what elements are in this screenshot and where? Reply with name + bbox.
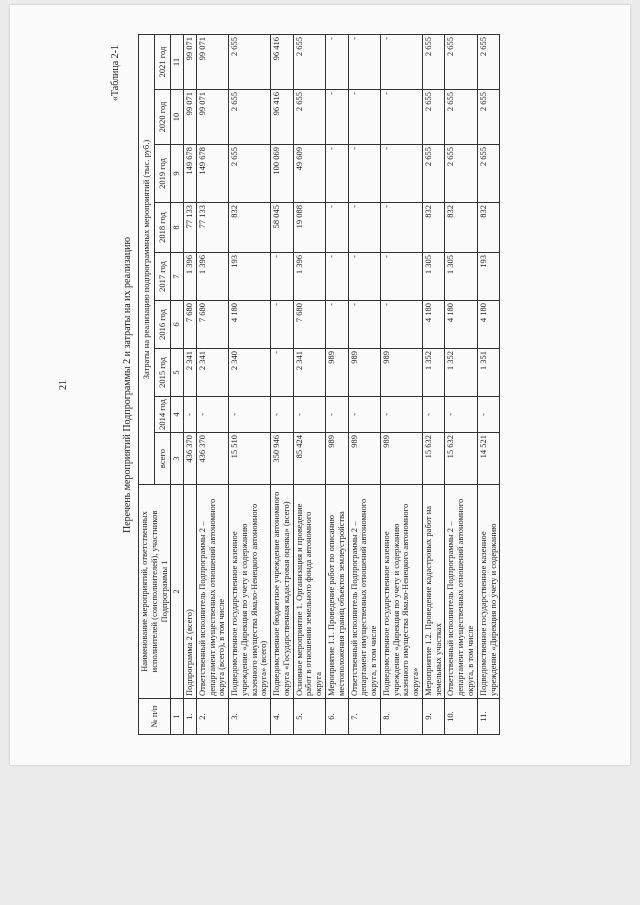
row-name: Подпрограмма 2 (всего): [184, 485, 197, 699]
row-year-value: -: [380, 145, 422, 203]
table-row: [422, 34, 445, 734]
row-year-value: 99 071: [184, 34, 197, 89]
row-year-value: 1 305: [422, 253, 445, 301]
row-number: 4.: [271, 699, 294, 735]
row-year-value: -: [184, 397, 197, 433]
row-year-value: 832: [229, 203, 271, 253]
header-year: 2018 год: [155, 203, 171, 253]
row-name: Ответственный исполнитель Подпрограммы 2 – департамент имущественных отношений автономного округа, в том числе: [445, 485, 477, 699]
row-total: 989: [348, 433, 380, 485]
column-index-row: [171, 34, 184, 734]
row-year-value: 149 678: [196, 145, 228, 203]
row-year-value: 1 396: [184, 253, 197, 301]
header-name: Наименование мероприятий, ответственных исполнителей (соисполнителей), участников Подпрограммы 1: [139, 485, 171, 699]
column-index: 5: [171, 349, 184, 397]
row-year-value: -: [229, 397, 271, 433]
row-year-value: -: [380, 203, 422, 253]
header-year: 2015 год: [155, 349, 171, 397]
row-name: Подведомственное государственное казенное учреждение «Дирекция по учету и содержанию: [477, 485, 500, 699]
row-year-value: 58 045: [271, 203, 294, 253]
row-year-value: -: [293, 397, 325, 433]
row-year-value: 4 180: [422, 301, 445, 349]
row-year-value: 2 655: [477, 145, 500, 203]
row-name: Ответственный исполнитель Подпрограммы 2 – департамент имущественных отношений автономного округа, в том числе: [348, 485, 380, 699]
header-num: № п/п: [139, 699, 171, 735]
row-year-value: 2 655: [422, 34, 445, 89]
row-year-value: 2 341: [184, 349, 197, 397]
row-year-value: -: [348, 301, 380, 349]
document-page: [10, 5, 630, 765]
row-year-value: -: [477, 397, 500, 433]
row-year-value: -: [348, 203, 380, 253]
row-year-value: 2 655: [422, 145, 445, 203]
row-number: 7.: [348, 699, 380, 735]
row-year-value: 989: [380, 349, 422, 397]
column-index: 11: [171, 34, 184, 89]
row-year-value: -: [271, 253, 294, 301]
row-year-value: -: [326, 145, 349, 203]
row-year-value: -: [348, 90, 380, 145]
row-name: Подведомственное государственное казенное учреждение «Дирекция по учету и содержанию казенного имущества Ямало-Ненецкого автономного округа» (всего): [229, 485, 271, 699]
row-year-value: 99 071: [184, 90, 197, 145]
row-year-value: -: [271, 397, 294, 433]
page-number: 21: [58, 380, 69, 390]
row-number: 5.: [293, 699, 325, 735]
row-year-value: 77 133: [184, 203, 197, 253]
table-caption: Перечень мероприятий Подпрограммы 2 и затраты на их реализацию: [122, 236, 133, 534]
row-year-value: 2 341: [196, 349, 228, 397]
column-index: 9: [171, 145, 184, 203]
row-year-value: -: [380, 34, 422, 89]
row-year-value: -: [271, 301, 294, 349]
row-total: 436 370: [196, 433, 228, 485]
row-number: 8.: [380, 699, 422, 735]
table-row: [380, 34, 422, 734]
row-year-value: 2 341: [293, 349, 325, 397]
column-index: 1: [171, 699, 184, 735]
row-year-value: -: [348, 145, 380, 203]
row-year-value: -: [326, 253, 349, 301]
row-year-value: 193: [477, 253, 500, 301]
table-row: [271, 34, 294, 734]
header-year: 2016 год: [155, 301, 171, 349]
column-index: 2: [171, 485, 184, 699]
row-year-value: 1 351: [477, 349, 500, 397]
row-year-value: 4 180: [477, 301, 500, 349]
table-row: [293, 34, 325, 734]
row-name: Подведомственное бюджетное учреждение автономного округа «Государственная кадастровая оценка» (всего): [271, 485, 294, 699]
row-name: Мероприятие 1.1. Проведение работ по описанию местоположения границ объектов землеустройства: [326, 485, 349, 699]
row-year-value: 4 180: [445, 301, 477, 349]
table-label: «Таблица 2-1: [110, 45, 121, 102]
costs-table: [138, 34, 500, 735]
column-index: 8: [171, 203, 184, 253]
column-index: 7: [171, 253, 184, 301]
header-year: 2019 год: [155, 145, 171, 203]
row-number: 11.: [477, 699, 500, 735]
row-year-value: 19 088: [293, 203, 325, 253]
header-year: 2021 год: [155, 34, 171, 89]
row-year-value: -: [326, 203, 349, 253]
row-year-value: 2 655: [477, 90, 500, 145]
row-year-value: 99 071: [196, 90, 228, 145]
row-name: Ответственный исполнитель Подпрограммы 2 – департамент имущественных отношений автономного округа (всего), в том числе: [196, 485, 228, 699]
table-row: [348, 34, 380, 734]
row-year-value: 2 655: [293, 34, 325, 89]
row-year-value: 2 655: [229, 145, 271, 203]
header-year: 2020 год: [155, 90, 171, 145]
row-year-value: 2 340: [229, 349, 271, 397]
row-year-value: 2 655: [445, 145, 477, 203]
row-number: 6.: [326, 699, 349, 735]
table-row: [326, 34, 349, 734]
row-year-value: 2 655: [445, 34, 477, 89]
row-number: 10.: [445, 699, 477, 735]
row-year-value: 989: [348, 349, 380, 397]
header-total: всего: [155, 433, 171, 485]
row-name: Мероприятие 1.2. Проведение кадастровых работ на земельных участках: [422, 485, 445, 699]
row-total: 15 632: [422, 433, 445, 485]
row-year-value: 1 396: [196, 253, 228, 301]
row-year-value: 2 655: [445, 90, 477, 145]
row-year-value: 2 655: [477, 34, 500, 89]
row-year-value: 1 396: [293, 253, 325, 301]
row-year-value: -: [326, 301, 349, 349]
row-year-value: 2 655: [229, 90, 271, 145]
row-year-value: 832: [477, 203, 500, 253]
row-name: Подведомственное государственное казенное учреждение «Дирекция по учету и содержанию казенного имущества Ямало-Ненецкого автономного округа»: [380, 485, 422, 699]
row-total: 85 424: [293, 433, 325, 485]
row-year-value: 149 678: [184, 145, 197, 203]
row-total: 436 370: [184, 433, 197, 485]
table-row: [445, 34, 477, 734]
table-row: [184, 34, 197, 734]
row-year-value: 96 416: [271, 90, 294, 145]
row-year-value: 2 655: [293, 90, 325, 145]
row-number: 2.: [196, 699, 228, 735]
header-year: 2017 год: [155, 253, 171, 301]
row-year-value: 2 655: [422, 90, 445, 145]
row-year-value: 2 655: [229, 34, 271, 89]
table-row: [196, 34, 228, 734]
column-index: 6: [171, 301, 184, 349]
row-year-value: 7 680: [293, 301, 325, 349]
column-index: 3: [171, 433, 184, 485]
row-total: 989: [326, 433, 349, 485]
row-year-value: -: [422, 397, 445, 433]
column-index: 10: [171, 90, 184, 145]
row-year-value: -: [348, 34, 380, 89]
header-costs: Затраты на реализацию подпрограммных мероприятий (тыс. руб.): [139, 34, 155, 484]
row-name: Основное мероприятие 1. Организация и проведение работ в отношении земельного фонда автономного округа: [293, 485, 325, 699]
row-year-value: 96 416: [271, 34, 294, 89]
row-total: 15 632: [445, 433, 477, 485]
rotated-content: [10, 5, 630, 765]
row-year-value: 989: [326, 349, 349, 397]
row-number: 1.: [184, 699, 197, 735]
row-year-value: -: [326, 90, 349, 145]
row-year-value: 1 352: [422, 349, 445, 397]
row-total: 15 510: [229, 433, 271, 485]
row-year-value: -: [380, 90, 422, 145]
row-year-value: 49 609: [293, 145, 325, 203]
row-year-value: 77 133: [196, 203, 228, 253]
row-year-value: -: [380, 397, 422, 433]
row-year-value: 1 305: [445, 253, 477, 301]
row-year-value: 832: [445, 203, 477, 253]
row-year-value: -: [326, 397, 349, 433]
row-year-value: -: [348, 397, 380, 433]
row-year-value: 7 680: [184, 301, 197, 349]
row-total: 989: [380, 433, 422, 485]
row-year-value: -: [326, 34, 349, 89]
row-year-value: -: [271, 349, 294, 397]
row-year-value: 1 352: [445, 349, 477, 397]
row-total: 14 521: [477, 433, 500, 485]
row-year-value: 832: [422, 203, 445, 253]
column-index: 4: [171, 397, 184, 433]
row-year-value: -: [348, 253, 380, 301]
header-year: 2014 год: [155, 397, 171, 433]
row-number: 3.: [229, 699, 271, 735]
row-year-value: -: [380, 301, 422, 349]
row-year-value: 193: [229, 253, 271, 301]
row-year-value: 4 180: [229, 301, 271, 349]
table-row: [229, 34, 271, 734]
table-row: [477, 34, 500, 734]
row-year-value: 99 071: [196, 34, 228, 89]
row-total: 350 946: [271, 433, 294, 485]
row-year-value: -: [196, 397, 228, 433]
row-year-value: 7 680: [196, 301, 228, 349]
row-year-value: -: [445, 397, 477, 433]
row-number: 9.: [422, 699, 445, 735]
row-year-value: -: [380, 253, 422, 301]
row-year-value: 100 069: [271, 145, 294, 203]
